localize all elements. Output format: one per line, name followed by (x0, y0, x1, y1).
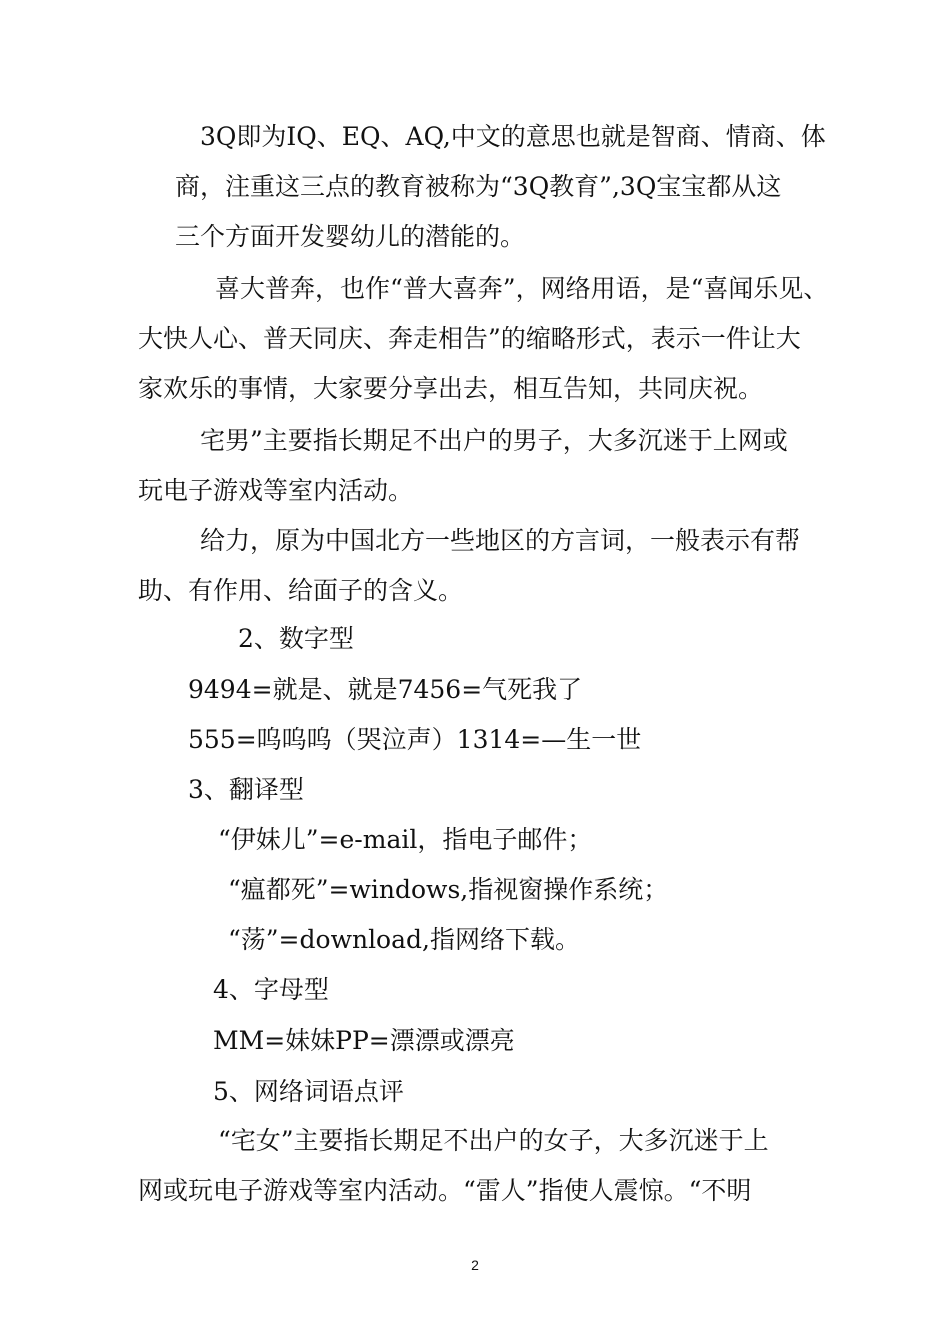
section-heading-5: 5、网络词语点评 (213, 1077, 404, 1106)
text-line-15: “伊妹儿”=e-mail，指电子邮件； (218, 825, 593, 854)
section-heading-2: 2、数字型 (238, 624, 354, 653)
text-line-10: 助、有作用、给面子的含义。 (138, 576, 464, 605)
text-line-19: MM=妹妹PP=漂漂或漂亮 (213, 1026, 515, 1055)
text-line-8: 玩电子游戏等室内活动。 (138, 476, 414, 505)
text-line-21: “宅女”主要指长期足不出户的女子，大多沉迷于上 (218, 1126, 769, 1155)
text-line-3: 三个方面开发婴幼儿的潜能的。 (175, 222, 526, 251)
text-line-6: 家欢乐的事情，大家要分享出去，相互告知，共同庆祝。 (138, 374, 764, 403)
text-line-1: 3Q即为IQ、EQ、AQ,中文的意思也就是智商、情商、体 (200, 122, 826, 151)
text-line-5: 大快人心、普天同庆、奔走相告”的缩略形式，表示一件让大 (138, 324, 801, 353)
text-line-12: 9494=就是、就是7456=气死我了 (188, 675, 583, 704)
text-line-2: 商，注重这三点的教育被称为“3Q教育”,3Q宝宝都从这 (175, 172, 782, 201)
text-line-17: “荡”=download,指网络下载。 (228, 925, 580, 954)
section-heading-4: 4、字母型 (213, 975, 329, 1004)
text-line-16: “瘟都死”=windows,指视窗操作系统； (228, 875, 669, 904)
text-line-9: 给力，原为中国北方一些地区的方言词，一般表示有帮 (200, 526, 801, 555)
text-line-22: 网或玩电子游戏等室内活动。“雷人”指使人震惊。“不明 (138, 1176, 752, 1205)
page-number: 2 (471, 1257, 479, 1273)
text-line-13: 555=呜呜呜（哭泣声）1314=—生一世 (188, 725, 642, 754)
section-heading-3: 3、翻译型 (188, 775, 304, 804)
text-line-7: 宅男”主要指长期足不出户的男子，大多沉迷于上网或 (200, 426, 788, 455)
text-line-4: 喜大普奔，也作“普大喜奔”，网络用语，是“喜闻乐见、 (215, 274, 829, 303)
